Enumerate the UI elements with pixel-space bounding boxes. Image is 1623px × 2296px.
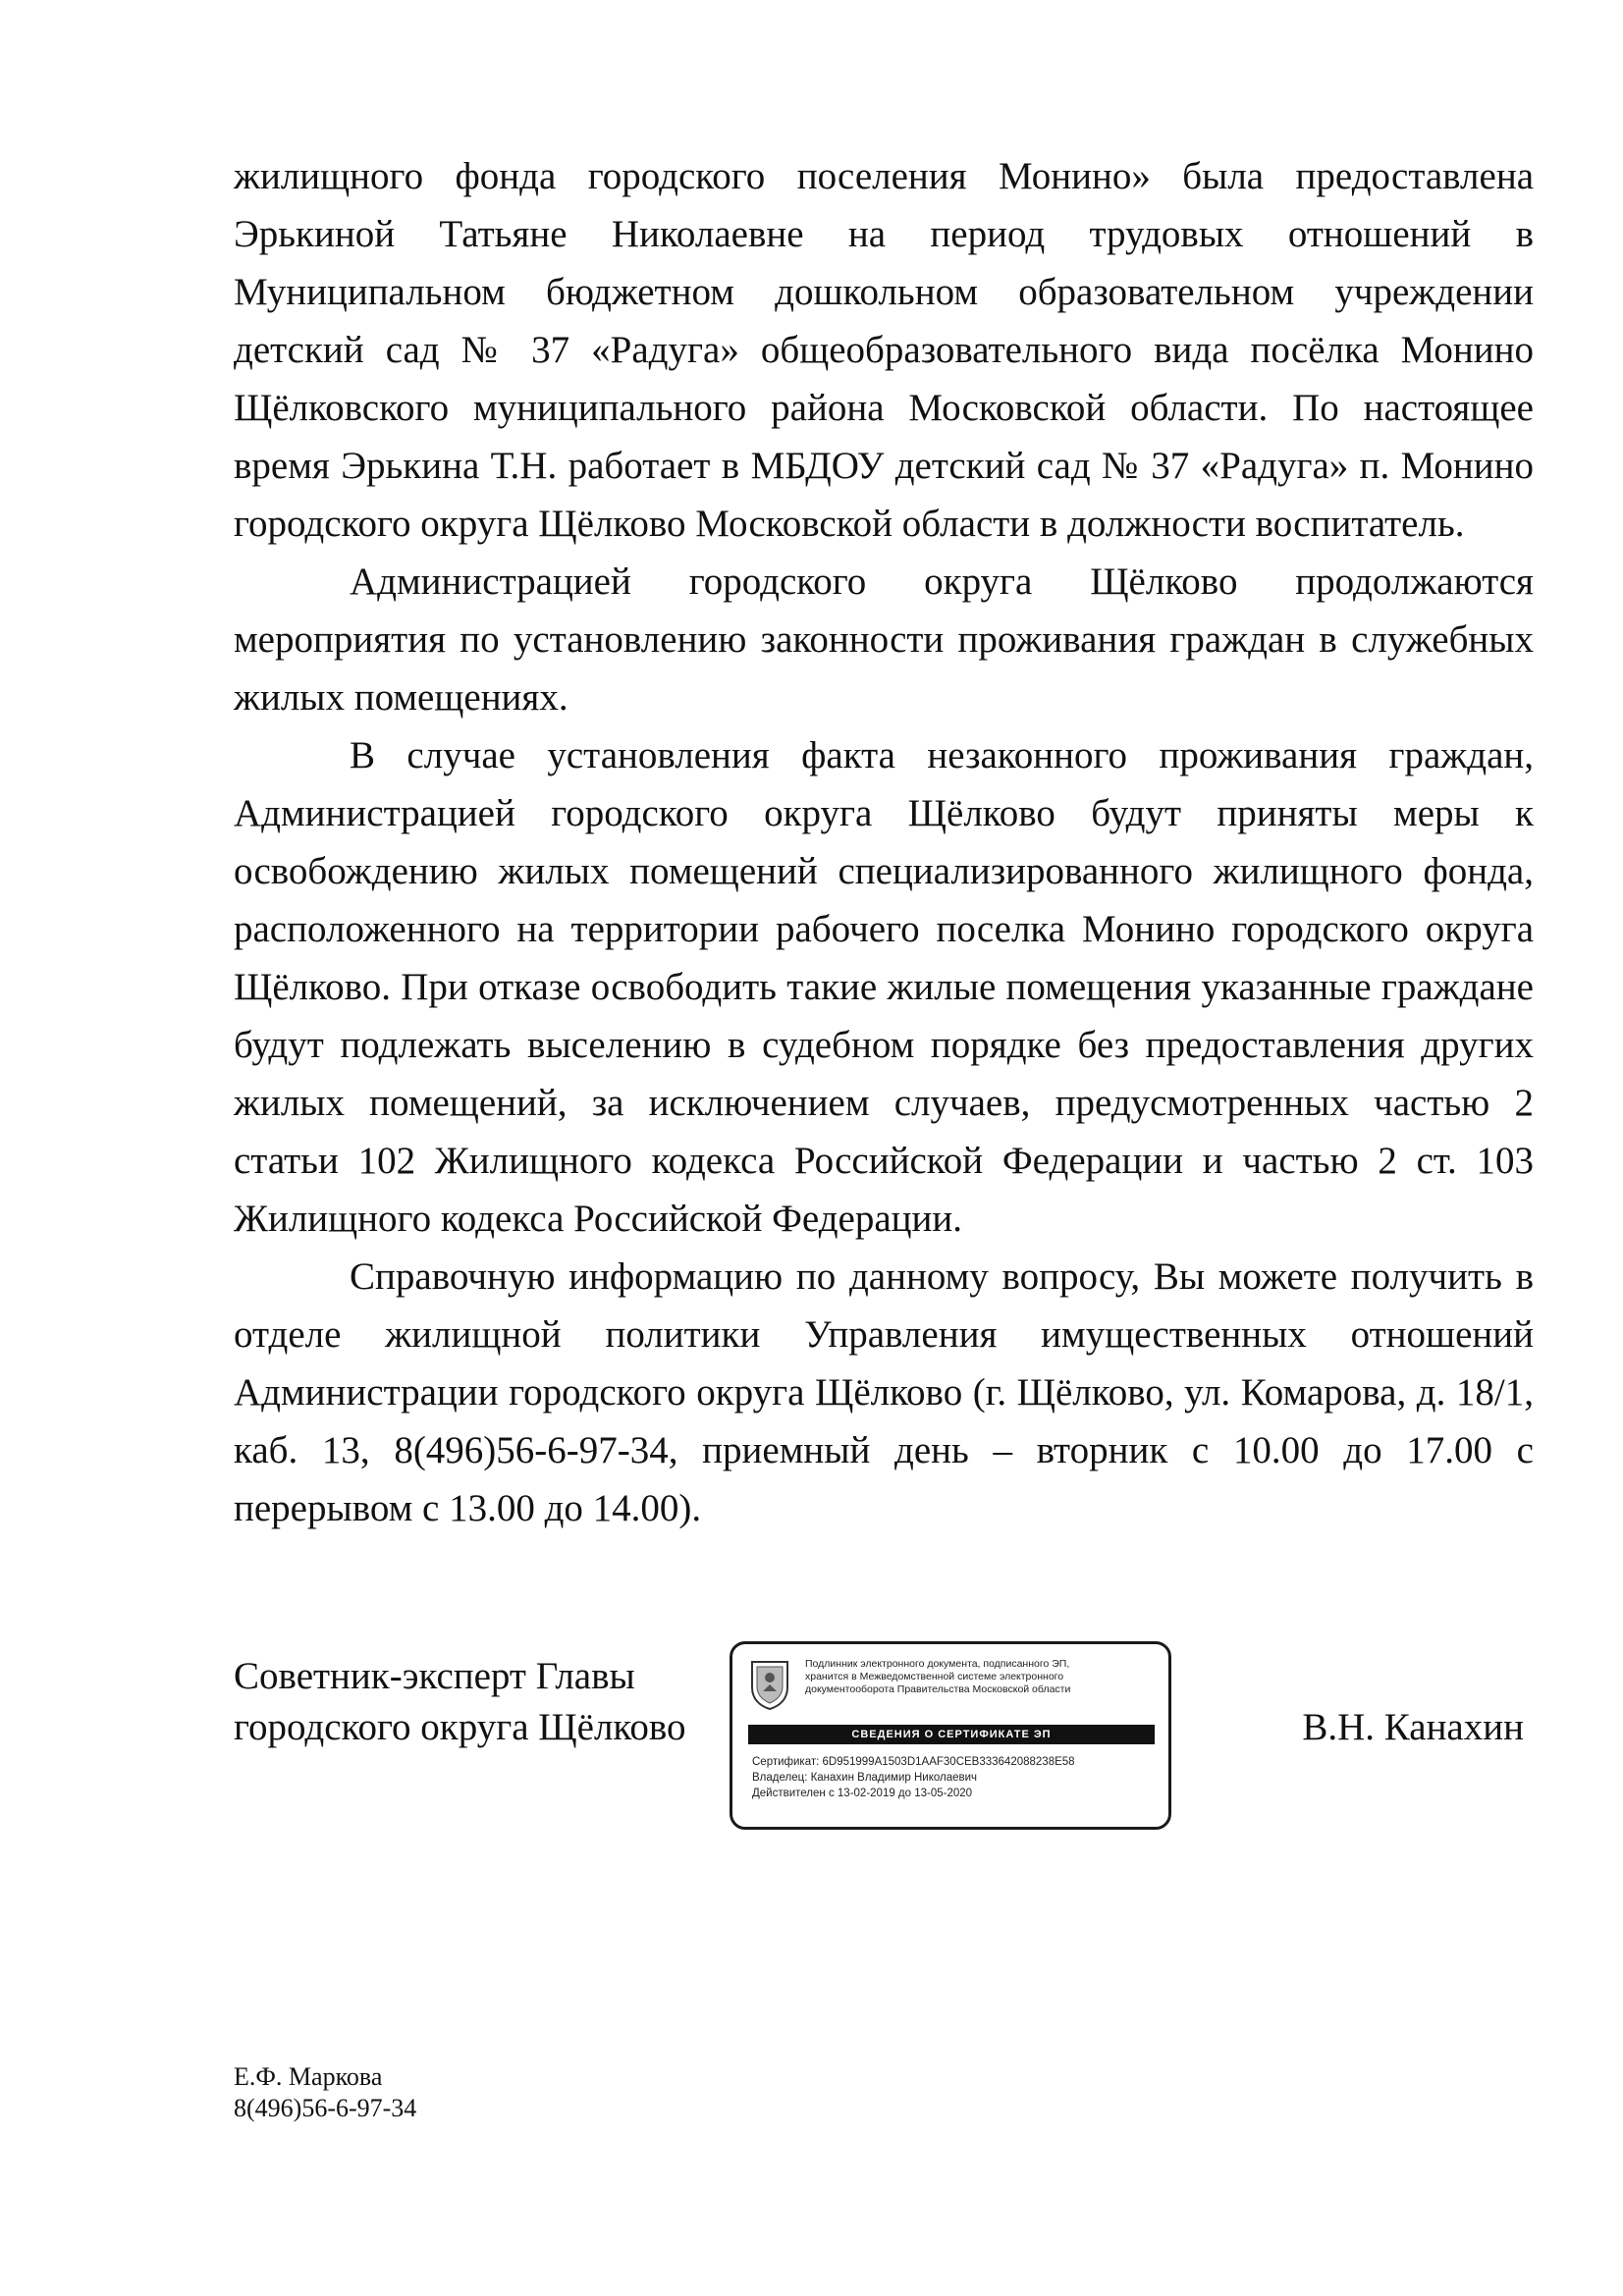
paragraph-legality-measures: Администрацией городского округа Щёлково продолжаются мероприятия по установлению законности проживания граждан в служебных жилых помещениях. [234, 561, 1534, 719]
signatory-position-line2: городского округа Щёлково [234, 1706, 686, 1748]
signature-block [234, 1641, 1534, 1838]
signatory-position-line1: Советник-эксперт Главы [234, 1655, 635, 1697]
certificate-info-bar: СВЕДЕНИЯ О СЕРТИФИКАТЕ ЭП [748, 1725, 1155, 1744]
paragraph-eviction: В случае установления факта незаконного проживания граждан, Администрацией городского округа Щёлково будут приняты меры к освобождению жилых помещений специализированного жилищного фонда, расположенного на территории рабочего поселка Монино городского округа Щёлково. При отказе освободить такие жилые помещения указанные граждане будут подлежать выселению в судебном порядке без предоставления других жилых помещений, за исключением случаев, предусмотренных частью 2 статьи 102 Жилищного кодекса Российской Федерации и частью 2 ст. 103 Жилищного кодекса Российской Федерации. [234, 734, 1534, 1240]
executor-name: Е.Ф. Маркова [234, 2062, 383, 2091]
paragraph-housing-provision: жилищного фонда городского поселения Монино» была предоставлена Эрькиной Татьяне Николаевне на период трудовых отношений в Муниципальном бюджетном дошкольном образовательном учреждении детский сад № 37 «Радуга» общеобразовательного вида посёлка Монино Щёлковского муниципального района Московской области. По настоящее время Эрькина Т.Н. работает в МБДОУ детский сад № 37 «Радуга» п. Монино городского округа Щёлково Московской области в должности воспитатель. [234, 155, 1534, 545]
executor-phone: 8(496)56-6-97-34 [234, 2094, 417, 2122]
electronic-signature-stamp [730, 1641, 1171, 1830]
certificate-owner: Владелец: Канахин Владимир Николаевич [752, 1772, 978, 1784]
paragraph-reference-info: Справочную информацию по данному вопросу, Вы можете получить в отделе жилищной политики Управления имущественных отношений Администрации городского округа Щёлково (г. Щёлково, ул. Комарова, д. 18/1, каб. 13, 8(496)56-6-97-34, приемный день – вторник с 10.00 до 17.00 с перерывом с 13.00 до 14.00). [234, 1255, 1534, 1529]
stamp-header: Подлинник электронного документа, подписанного ЭП, хранится в Межведомственной системе электронного документооборота Правительства Московской области [805, 1658, 1071, 1695]
certificate-details [752, 1754, 1164, 1801]
signatory-name: В.Н. Канахин [1302, 1706, 1524, 1748]
signatory-position [234, 1651, 686, 1753]
coat-of-arms-icon [748, 1658, 791, 1711]
certificate-validity: Действителен с 13-02-2019 до 13-05-2020 [752, 1788, 973, 1799]
certificate-number: Сертификат: 6D951999A1503D1AAF30CEB333642088238E58 [752, 1756, 1075, 1768]
letter-body [234, 147, 1534, 1537]
executor-info [234, 2061, 416, 2124]
